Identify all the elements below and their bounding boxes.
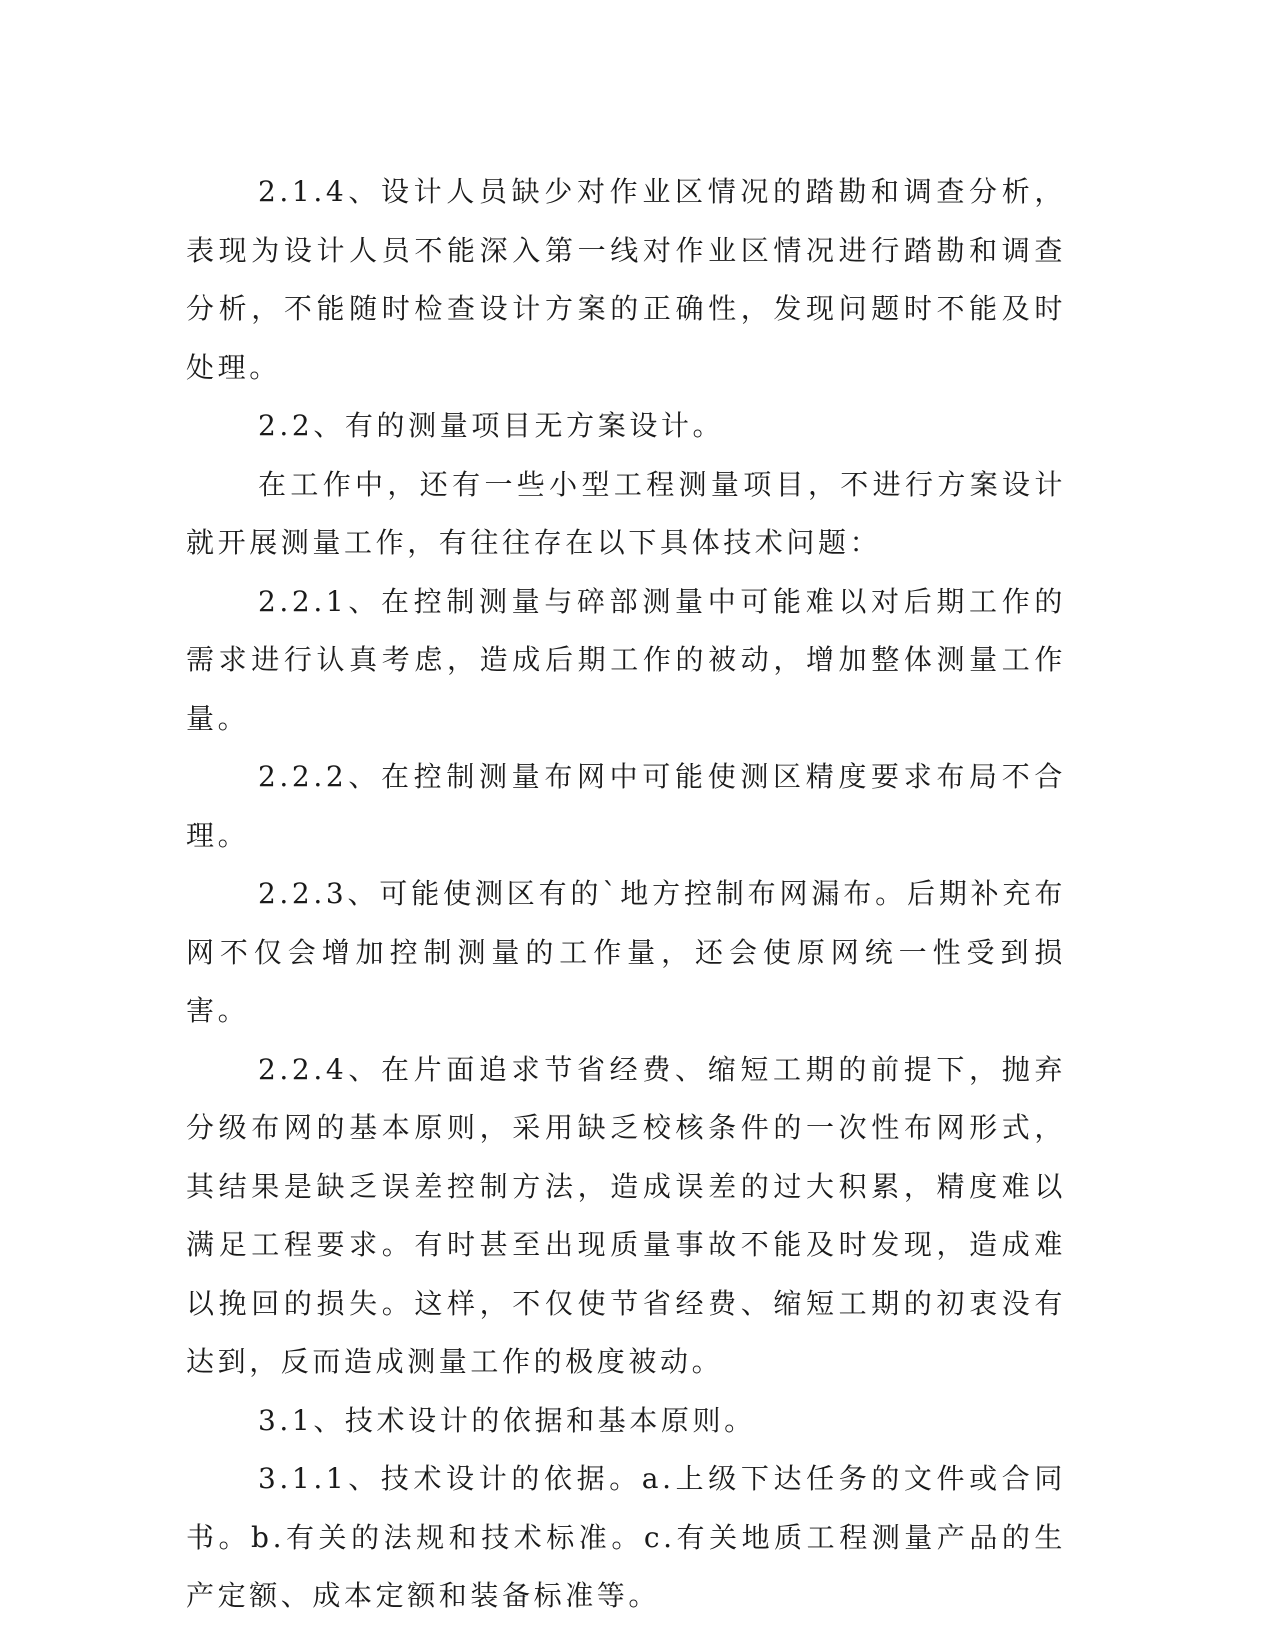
paragraph-3-1: 3.1、技术设计的依据和基本原则。 <box>258 1403 756 1437</box>
paragraph-2-2-2: 2.2.2、在控制测量布网中可能使测区精度要求布局不合理。 <box>186 760 1066 852</box>
paragraph-2-1-4: 2.1.4、设计人员缺少对作业区情况的踏勘和调查分析，表现为设计人员不能深入第一线对作业区情况进行踏勘和调查分析，不能随时检查设计方案的正确性，发现问题时不能及时处理。 <box>186 175 1066 384</box>
paragraph-2-2-1: 2.2.1、在控制测量与碎部测量中可能难以对后期工作的需求进行认真考虑，造成后期工作的被动，增加整体测量工作量。 <box>186 584 1066 735</box>
paragraph-2-2-intro: 在工作中，还有一些小型工程测量项目，不进行方案设计就开展测量工作，有往往存在以下具体技术问题： <box>186 467 1066 559</box>
document-body <box>186 163 1066 1626</box>
paragraph-2-2-3: 2.2.3、可能使测区有的`地方控制布网漏布。后期补充布网不仅会增加控制测量的工作量，还会使原网统一性受到损害。 <box>186 877 1066 1027</box>
paragraph-3-1-1: 3.1.1、技术设计的依据。a.上级下达任务的文件或合同书。b.有关的法规和技术标准。c.有关地质工程测量产品的生产定额、成本定额和装备标准等。 <box>186 1462 1066 1612</box>
paragraph-2-2-4: 2.2.4、在片面追求节省经费、缩短工期的前提下，抛弃分级布网的基本原则，采用缺乏校核条件的一次性布网形式，其结果是缺乏误差控制方法，造成误差的过大积累，精度难以满足工程要求。有时甚至出现质量事故不能及时发现，造成难以挽回的损失。这样，不仅使节省经费、缩短工期的初衷没有达到，反而造成测量工作的极度被动。 <box>186 1052 1066 1378</box>
paragraph-2-2: 2.2、有的测量项目无方案设计。 <box>258 409 725 442</box>
